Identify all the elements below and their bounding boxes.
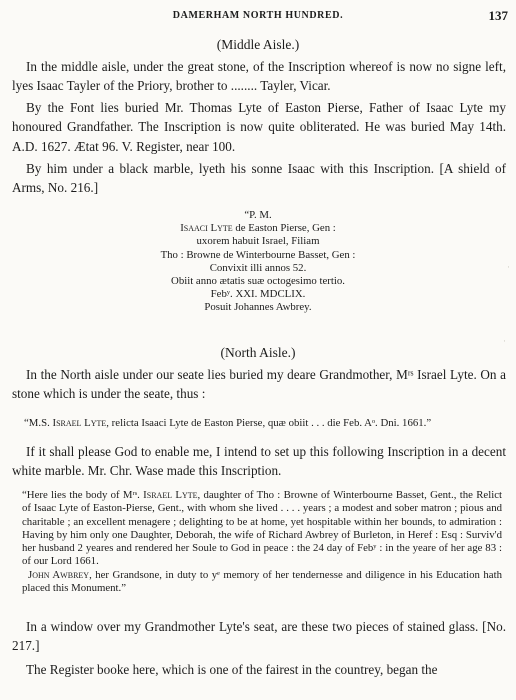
inscription-line: Obiit anno ætatis suæ octogesimo tertio. [171, 275, 345, 288]
heading-middle-aisle: (Middle Aisle.) [216, 37, 300, 52]
text: “M.S. [24, 417, 53, 429]
latin-inscription [0, 209, 516, 315]
paragraph-north-aisle-1 [0, 365, 516, 404]
text: By him under a black marble, lyeth his sonne Isaac with this Inscription. [A shield of Arms, No. 216.] [12, 161, 506, 196]
text: , her Grandsone, in duty to yᵉ memory of her tendernesse and diligence in his Education hath placed this Monument.” [22, 568, 502, 595]
running-head [0, 8, 516, 22]
name-small-caps: Israel Lyte [52, 417, 107, 429]
inscription-line: uxorem habuit Israel, Filiam [196, 235, 320, 248]
bleed-through-mark: · [507, 262, 510, 272]
text: If it shall please God to enable me, I intend to set up this following Inscription in a decent white marble. Mr. Chr. Wase made this Inscription. [12, 444, 506, 479]
paragraph-middle-aisle-2 [0, 98, 516, 156]
text: By the Font lies buried Mr. Thomas Lyte of Easton Pierse, Father of Isaac Lyte my honoured Grandfather. The Inscription is now quite obliterated. He was buried May 14th. A.D. 1627. Ætat 96. V. Register, near 100. [12, 100, 506, 154]
inscription-paragraph [22, 489, 502, 569]
paragraph-middle-aisle-1 [0, 57, 516, 96]
inscription-line: Febʸ. XXI. MDCLIX. [210, 288, 306, 301]
text: In the North aisle under our seate lies buried my deare Grandmother, Mʳˢ Israel Lyte. On a stone which is under the seate, thus : [12, 367, 506, 402]
text: The Register booke here, which is one of the fairest in the countrey, began the [26, 662, 438, 677]
text: , daughter of Tho : Browne of Winterbourne Basset, Gent., the Relict of Isaac Lyte of Easton-Pierse, Gent., with whom she lived . . . . years ; a modest and sober matron ; pious and charitable ; an excellent menagere ; delighting to be at home, yet hospitable within her bounds, to admiration : Having by him only one Daughter, Deborah, the wife of Richard Awbrey of Burleton, in Heref : Esq : Surviv'd her husband 2 yeares and rendered her Soule to God in peace : the 24 day of Febʸ : in the yeare of her age 83 : of our Lord 1661. [22, 489, 502, 568]
paragraph-north-aisle-2 [0, 442, 516, 481]
inscription-paragraph [22, 569, 502, 596]
bleed-through-mark: · [503, 336, 506, 346]
inscription-line: “P. M. [244, 209, 272, 221]
name-small-caps: Isaaci Lyte [180, 222, 233, 235]
proposed-inscription [0, 489, 516, 595]
inscription-line: Posuit Johannes Awbrey. [204, 301, 312, 314]
page-number: 137 [488, 8, 508, 23]
text: In the middle aisle, under the great stone, of the Inscription whereof is now no signe left, lyes Isaac Tayler of the Priory, brother to ........ Tayler, Vicar. [12, 59, 506, 94]
paragraph-closing-2 [0, 660, 516, 679]
stone-inscription [0, 417, 516, 430]
paragraph-closing-1 [0, 617, 516, 656]
text: , relicta Isaaci Lyte de Easton Pierse, quæ obiit . . . die Feb. Aᵒ. Dni. 1661.” [106, 417, 432, 429]
heading-north-aisle: (North Aisle.) [220, 345, 296, 360]
name-small-caps: John Awbrey [28, 568, 90, 581]
inscription-line: Convixit illi annos 52. [209, 261, 307, 274]
text: de Easton Pierse, Gen : [232, 222, 336, 235]
paragraph-middle-aisle-3 [0, 159, 516, 198]
running-title: DAMERHAM NORTH HUNDRED. [172, 10, 344, 21]
inscription-line: Tho : Browne de Winterbourne Basset, Gen : [160, 248, 356, 261]
inscription-line [0, 222, 516, 235]
text: In a window over my Grandmother Lyte's seat, are these two pieces of stained glass. [No. 217.] [12, 619, 506, 654]
name-small-caps: Israel Lyte [143, 489, 198, 501]
text: “Here lies the body of Mʳˢ. [22, 489, 144, 501]
